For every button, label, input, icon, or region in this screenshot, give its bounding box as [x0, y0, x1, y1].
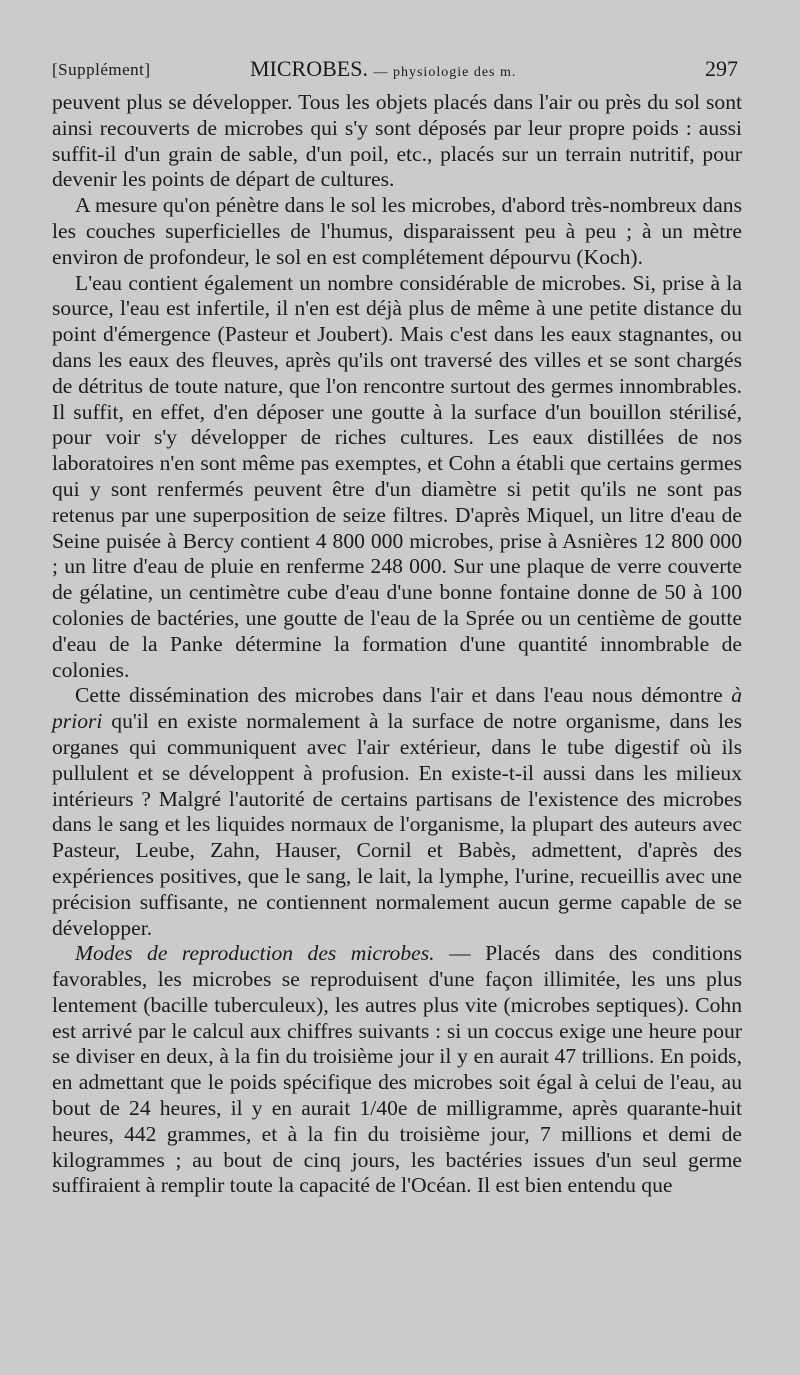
body-text: [52, 90, 742, 1199]
paragraph-text: qu'il en existe normalement à la surface de notre organisme, dans les organes qui communiquent avec l'air extérieur, dans le tube digestif où ils pullulent et se développent à profusion. En existe-t-il aussi dans les milieux intérieurs ? Malgré l'autorité de certains partisans de l'existence des microbes dans le sang et les liquides normaux de l'organisme, la plupart des auteurs avec Pasteur, Leube, Zahn, Hauser, Cornil et Babès, admettent, d'après des expériences positives, que le sang, le lait, la lymphe, l'urine, recueillis avec une précision suffisante, ne contiennent normalement aucun germe capable de se développer.: [52, 709, 742, 940]
section-heading: Modes de reproduction des microbes.: [75, 941, 435, 966]
running-header: [52, 56, 738, 88]
paragraph: peuvent plus se développer. Tous les objets placés dans l'air ou près du sol sont ainsi recouverts de microbes qui s'y sont déposés par leur propre poids : aussi suffit-il d'un grain de sable, d'un poil, etc., placés sur un terrain nutritif, pour devenir les points de départ de cultures.: [52, 90, 742, 192]
header-section-label: [Supplément]: [52, 60, 151, 79]
header-title: [250, 56, 516, 82]
paragraph-text: Cette dissémination des microbes dans l'air et dans l'eau nous démontre: [75, 683, 732, 708]
header-title-sub: — physiologie des m.: [373, 65, 517, 80]
page-number: 297: [705, 56, 738, 81]
italic-term: à priori: [52, 683, 742, 734]
paragraph: A mesure qu'on pénètre dans le sol les microbes, d'abord très-nombreux dans les couches superficielles de l'humus, disparaissent peu à peu ; à un mètre environ de profondeur, le sol en est complétement dépourvu (Koch).: [52, 193, 742, 269]
header-title-main: MICROBES.: [250, 56, 368, 81]
paragraph: L'eau contient également un nombre considérable de microbes. Si, prise à la source, l'eau est infertile, il n'en est déjà plus de même à une petite distance du point d'émergence (Pasteur et Joubert). Mais c'est dans les eaux stagnantes, ou dans les eaux des fleuves, après qu'ils ont traversé des villes et se sont chargés de détritus de toute nature, que l'on rencontre surtout des germes innombrables. Il suffit, en effet, d'en déposer une goutte à la surface d'un bouillon stérilisé, pour voir s'y développer de riches cultures. Les eaux distillées de nos laboratoires n'en sont même pas exemptes, et Cohn a établi que certains germes qui y sont renfermés peuvent être d'un diamètre si petit qu'ils ne sont pas retenus par une superposition de seize filtres. D'après Miquel, un litre d'eau de Seine puisée à Bercy contient 4 800 000 microbes, prise à Asnières 12 800 000 ; un litre d'eau de pluie en renferme 248 000. Sur une plaque de verre couverte de gélatine, un centimètre cube d'eau d'une bonne fontaine donne de 50 à 100 colonies de bactéries, une goutte de l'eau de la Sprée ou un centième de goutte d'eau de la Panke détermine la formation d'une quantité innombrable de colonies.: [52, 270, 742, 682]
paragraph: [52, 683, 742, 941]
paragraph: [52, 941, 742, 1199]
paragraph-text: — Placés dans des conditions favorables, les microbes se reproduisent d'une façon illimitée, les uns plus lentement (bacille tuberculeux), les autres plus vite (microbes septiques). Cohn est arrivé par le calcul aux chiffres suivants : si un coccus exige une heure pour se diviser en deux, à la fin du troisième jour il y en aurait 47 trillions. En poids, en admettant que le poids spécifique des microbes soit égal à celui de l'eau, au bout de 24 heures, il y en aurait 1/40e de milligramme, après quarante-huit heures, 442 grammes, et à la fin du troisième jour, 7 millions et demi de kilogrammes ; au bout de cinq jours, les bactéries issues d'un seul germe suffiraient à remplir toute la capacité de l'Océan. Il est bien entendu que: [52, 941, 742, 1198]
